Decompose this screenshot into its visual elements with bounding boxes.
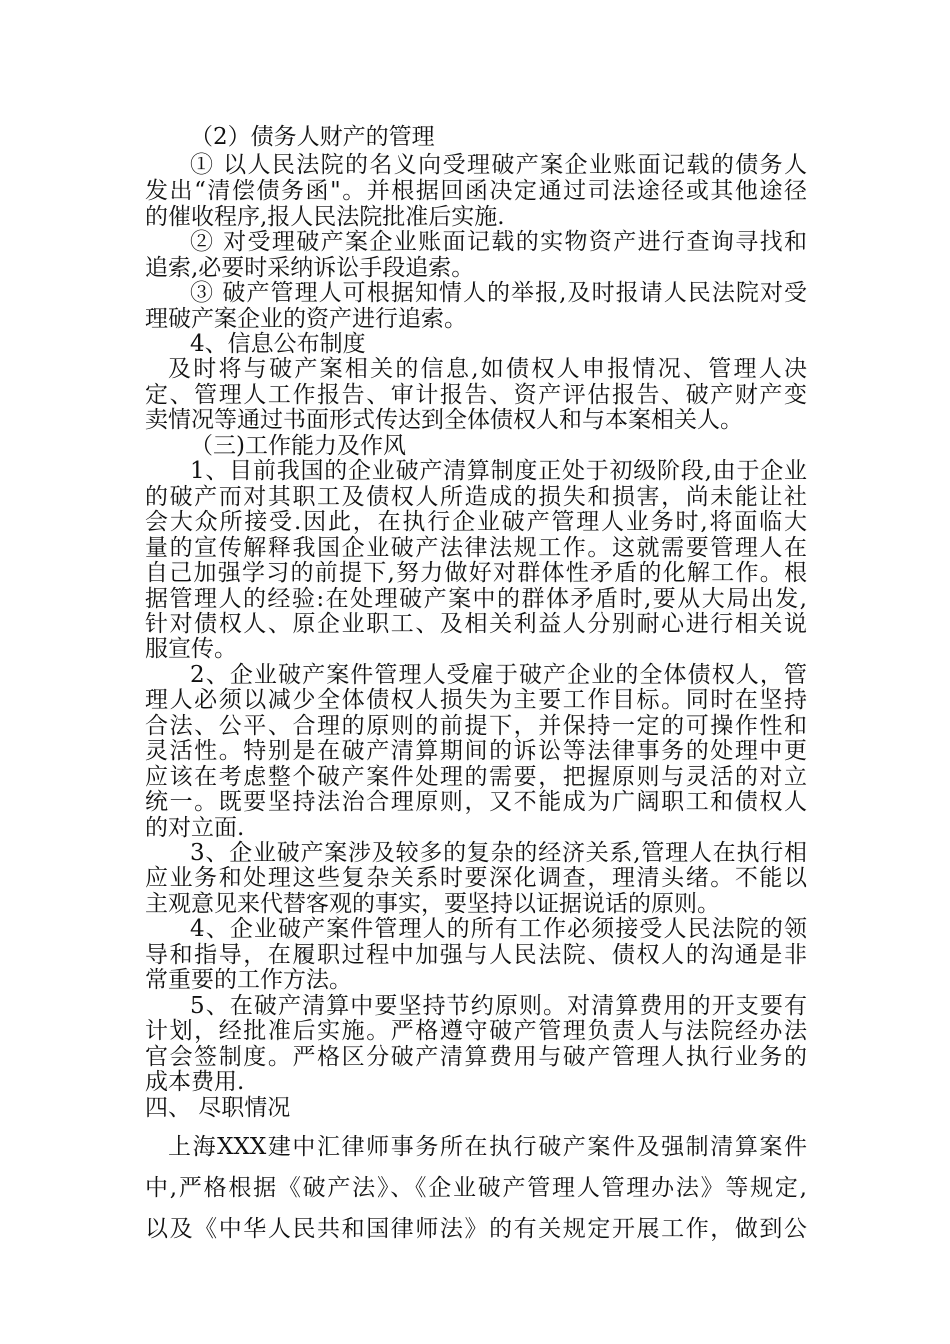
- paragraph-line: 4、企业破产案件管理人的所有工作必须接受人民法院的领: [190, 916, 807, 942]
- paragraph-line: 会大众所接受.因此，在执行企业破产管理人业务时,将面临大: [145, 509, 807, 535]
- paragraph-line: 以及《中华人民共和国律师法》的有关规定开展工作，做到公: [145, 1216, 807, 1242]
- paragraph-line: 理人必须以减少全体债权人损失为主要工作目标。同时在坚持: [145, 687, 807, 713]
- paragraph-line: 5、在破产清算中要坚持节约原则。对清算费用的开支要有: [190, 993, 807, 1019]
- paragraph-line: 追索,必要时采纳诉讼手段追索。: [145, 255, 475, 281]
- paragraph-line: 3、企业破产案涉及较多的复杂的经济关系,管理人在执行相: [190, 840, 807, 866]
- paragraph-line: 发出“清偿债务函"。并根据回函决定通过司法途径或其他途径: [145, 178, 807, 204]
- paragraph-line: 卖情况等通过书面形式传达到全体债权人和与本案相关人。: [145, 407, 743, 433]
- paragraph-line: 及时将与破产案相关的信息,如债权人申报情况、管理人决: [168, 356, 807, 382]
- paragraph-line: ② 对受理破产案企业账面记载的实物资产进行查询寻找和: [190, 229, 807, 255]
- paragraph-line: ③ 破产管理人可根据知情人的举报,及时报请人民法院对受: [190, 280, 807, 306]
- paragraph-line: 成本费用.: [145, 1069, 245, 1095]
- paragraph-line: 的对立面.: [145, 815, 245, 841]
- paragraph-line: 针对债权人、原企业职工、及相关利益人分别耐心进行相关说: [145, 611, 807, 637]
- paragraph-line: 计划，经批准后实施。严格遵守破产管理负责人与法院经办法: [145, 1018, 807, 1044]
- paragraph-line: ① 以人民法院的名义向受理破产案企业账面记载的债务人: [190, 152, 807, 178]
- paragraph-line: 应该在考虑整个破产案件处理的需要，把握原则与灵活的对立: [145, 764, 807, 790]
- subheading-debtor-property: （2）债务人财产的管理: [190, 124, 435, 150]
- paragraph-line: 主观意见来代替客观的事实，要坚持以证据说话的原则。: [145, 891, 720, 917]
- paragraph-line: 上海XXX建中汇律师事务所在执行破产案件及强制清算案件: [168, 1134, 807, 1160]
- paragraph-line: 的破产而对其职工及债权人所造成的损失和损害，尚未能让社: [145, 484, 807, 510]
- paragraph-line: 常重要的工作方法。: [145, 967, 352, 993]
- paragraph-line: 合法、公平、合理的原则的前提下，并保持一定的可操作性和: [145, 713, 807, 739]
- paragraph-line: 2、企业破产案件管理人受雇于破产企业的全体债权人，管: [190, 662, 807, 688]
- paragraph-line: 中,严格根据《破产法》、《企业破产管理人管理办法》等规定,: [145, 1175, 807, 1201]
- subheading-work-ability: （三)工作能力及作风: [190, 433, 406, 459]
- paragraph-line: 自己加强学习的前提下,努力做好对群体性矛盾的化解工作。根: [145, 560, 807, 586]
- paragraph-line: 的催收程序,报人民法院批准后实施.: [145, 204, 505, 230]
- paragraph-line: 据管理人的经验:在处理破产案中的群体矛盾时,要从大局出发,: [145, 586, 807, 612]
- paragraph-line: 量的宣传解释我国企业破产法律法规工作。这就需要管理人在: [145, 535, 807, 561]
- subheading-info-disclosure: 4、信息公布制度: [190, 331, 366, 357]
- paragraph-line: 1、目前我国的企业破产清算制度正处于初级阶段,由于企业: [190, 458, 807, 484]
- paragraph-line: 官会签制度。严格区分破产清算费用与破产管理人执行业务的: [145, 1044, 807, 1070]
- paragraph-line: 理破产案企业的资产进行追索。: [145, 306, 467, 332]
- section-heading-duty-performance: 四、 尽职情况: [145, 1095, 291, 1121]
- paragraph-line: 灵活性。特别是在破产清算期间的诉讼等法律事务的处理中更: [145, 738, 807, 764]
- paragraph-line: 统一。既要坚持法治合理原则，又不能成为广阔职工和债权人: [145, 789, 807, 815]
- paragraph-line: 应业务和处理这些复杂关系时要深化调查，理清头绪。不能以: [145, 865, 807, 891]
- paragraph-line: 定、管理人工作报告、审计报告、资产评估报告、破产财产变: [145, 382, 807, 408]
- paragraph-line: 服宣传。: [145, 636, 237, 662]
- paragraph-line: 导和指导，在履职过程中加强与人民法院、债权人的沟通是非: [145, 942, 807, 968]
